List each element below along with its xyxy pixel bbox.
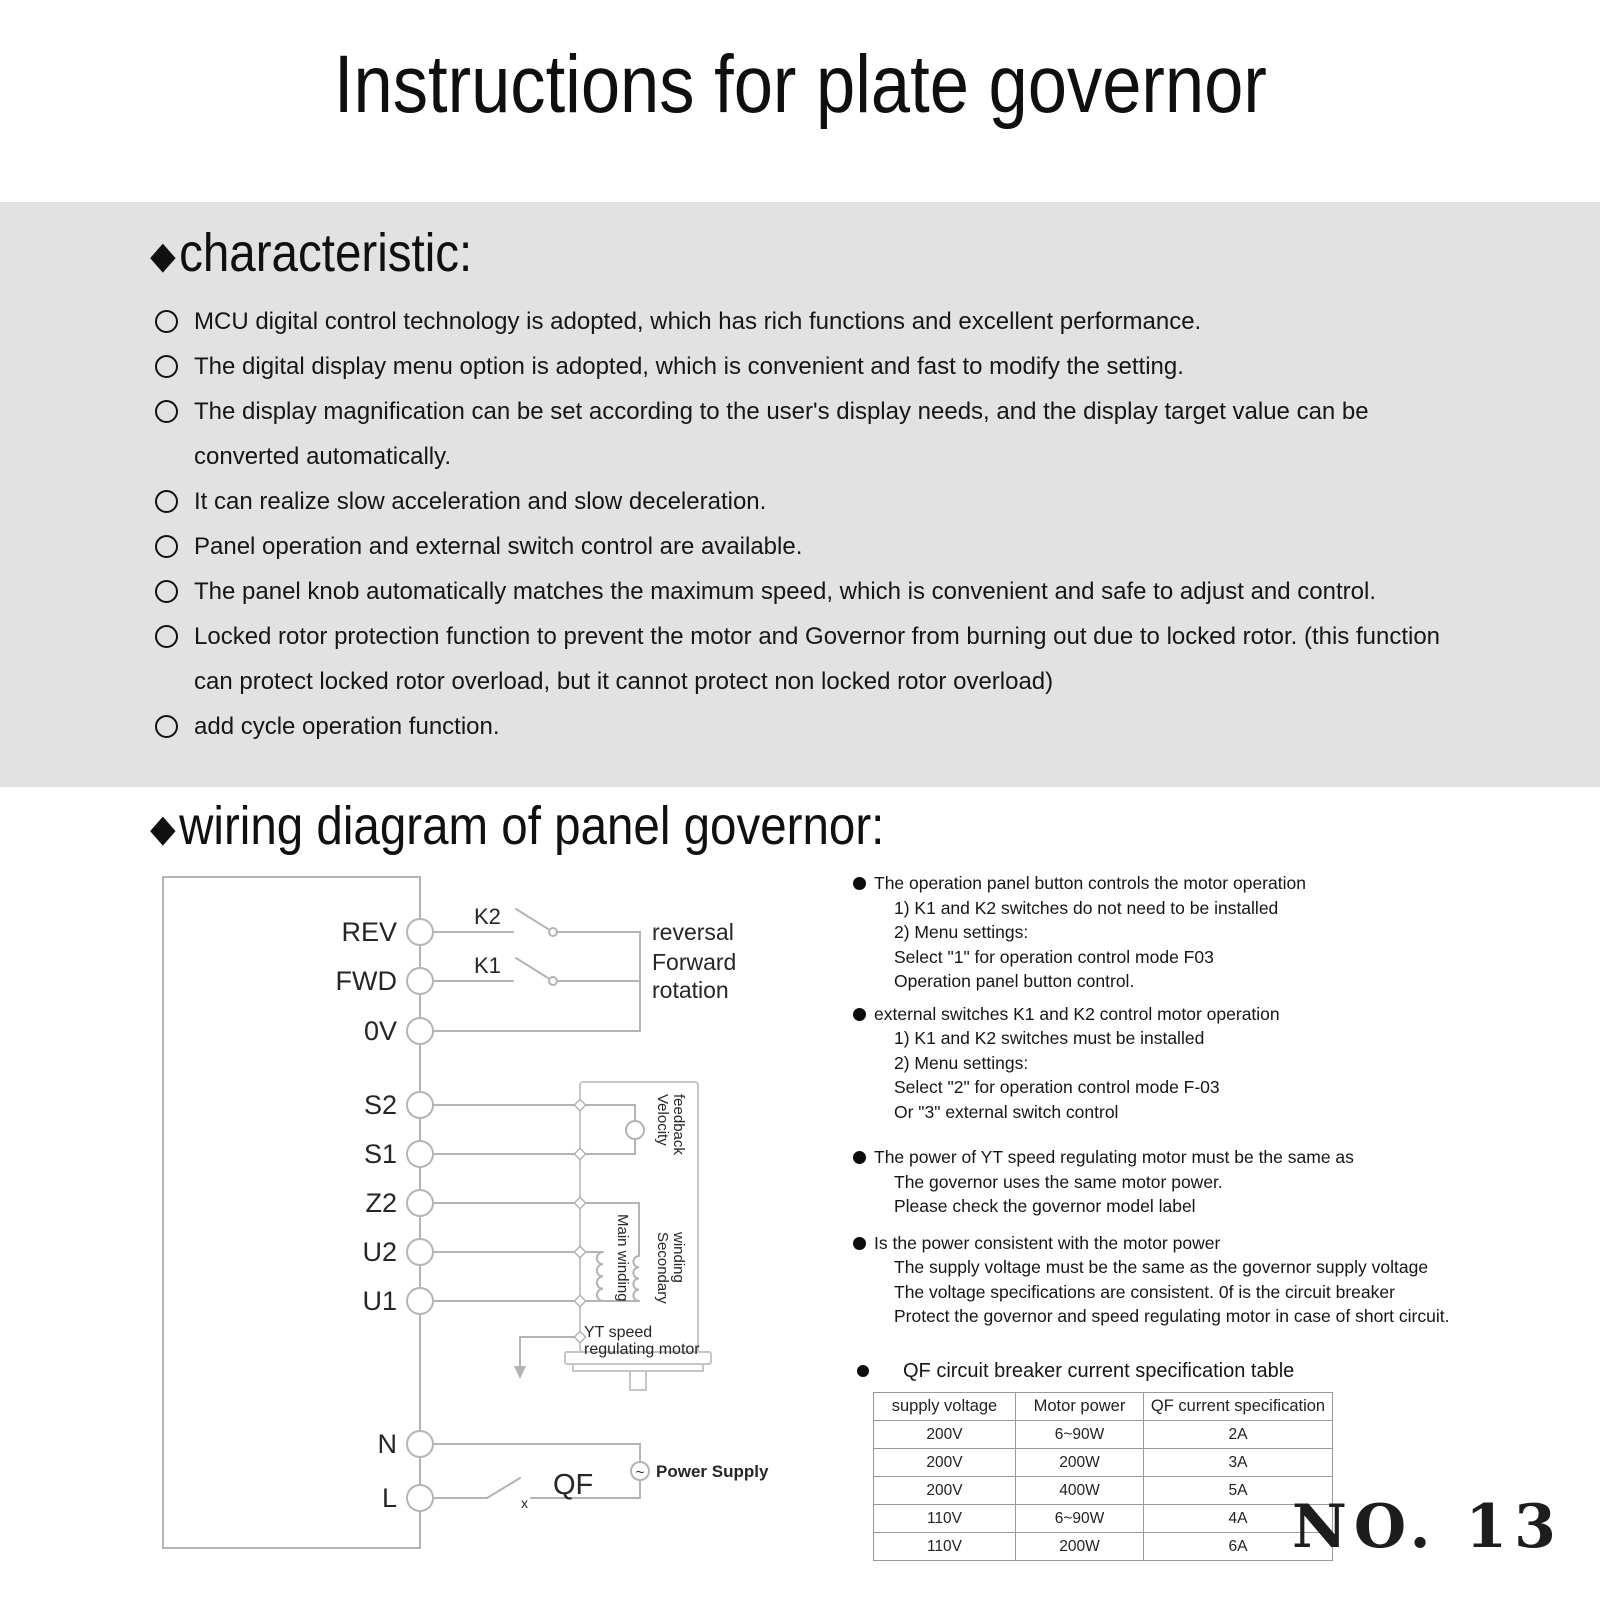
annotation-lead [853,1002,1481,1027]
annotation-lines [853,1026,1481,1124]
terminal-labels [336,917,397,1513]
terminal-label-u1: U1 [362,1286,397,1316]
power-tilde-icon: ~ [635,1464,645,1481]
wires [433,909,640,1498]
list-item-text: The panel knob automatically matches the maximum speed, which is convenient and safe to adjust and control. [194,578,1376,605]
page-title [0,38,1600,132]
cell-qf-current: 6A [1144,1533,1333,1561]
terminal-label-s1: S1 [363,1139,397,1169]
switch-label-k2: K2 [474,904,501,929]
table-row [874,1477,1333,1505]
terminal-n [407,1431,433,1457]
list-item-text: Locked rotor protection function to prevent the motor and Governor from burning out due to locked rotor. (this function can protect locked rotor overload, but it cannot protect non locked rotor overload) [194,623,1441,695]
cell-qf-current: 2A [1144,1421,1333,1449]
terminal-label-s2: S2 [363,1090,397,1120]
tachometer-icon [626,1121,644,1139]
label-reversal: reversal [652,919,734,945]
motor-base-plate2 [573,1364,703,1371]
node-s2 [574,1099,585,1110]
annotation-lead [853,1145,1481,1170]
list-item-text: MCU digital control technology is adopted, which has rich functions and excellent performance. [194,308,1202,335]
label-secondary-2: winding [670,1232,687,1283]
label-main-winding: Main winding [614,1214,631,1302]
characteristic-heading [150,222,516,284]
annotation-lead [853,871,1481,896]
annotation-line: Select "2" for operation control mode F-03 [894,1077,1220,1097]
annotation-line: The governor uses the same motor power. [894,1171,1223,1192]
circle-bullet-icon [155,625,178,648]
qf-spec-table [873,1392,1333,1561]
cell-qf-current: 5A [1144,1477,1333,1505]
cell-qf-current: 3A [1144,1449,1333,1477]
wiring-heading-text: wiring diagram of panel governor: [179,796,885,856]
wire-tach-bottom [584,1139,635,1154]
list-item [155,479,1475,524]
annotation-line: Please check the governor model label [894,1196,1196,1216]
secondary-winding-coil [633,1256,639,1301]
label-contact-x: x [521,1495,528,1511]
label-motor-1: YT speed [584,1324,653,1341]
motor-shaft [630,1371,646,1390]
diamond-icon: ◆ [150,234,176,277]
cell-supply-voltage: 200V [874,1477,1016,1505]
annotation-line: Operation panel button control. [894,971,1135,991]
annotation-lead-text: Is the power consistent with the motor power [874,1232,1221,1253]
table-header-row [874,1393,1333,1421]
label-forward-2: rotation [652,977,729,1003]
main-winding-coil [597,1252,603,1301]
annotation-line: Select "1" for operation control mode F03 [894,946,1214,967]
annotation-line: Protect the governor and speed regulating motor in case of short circuit. [894,1306,1450,1326]
terminal-z2 [407,1190,433,1216]
cell-motor-power: 200W [1016,1449,1144,1477]
bullet-icon [853,1151,866,1164]
table-row [874,1505,1333,1533]
terminal-u1 [407,1288,433,1314]
wiring-heading [150,795,985,857]
node-u1 [574,1295,585,1306]
list-item-text: The display magnification can be set according to the user's display needs, and the display target value can be converted automatically. [194,398,1369,470]
bullet-icon [857,1365,869,1377]
label-velocity-2: feedback [670,1094,687,1155]
terminal-l [407,1485,433,1511]
list-item [155,299,1475,344]
circle-bullet-icon [155,580,178,603]
list-item-text: It can realize slow acceleration and slow deceleration. [194,488,767,515]
cell-motor-power: 400W [1016,1477,1144,1505]
annotation-lead-text: The power of YT speed regulating motor must be the same as [874,1147,1354,1167]
annotation-lead-text: The operation panel button controls the motor operation [874,873,1306,893]
table-row [874,1533,1333,1561]
cell-supply-voltage: 110V [874,1533,1016,1561]
circle-bullet-icon [155,490,178,513]
cell-motor-power: 200W [1016,1533,1144,1561]
qf-table-caption [857,1360,1294,1383]
label-power-supply: Power Supply [656,1462,769,1481]
characteristic-heading-text: characteristic: [179,223,473,283]
list-item-text: add cycle operation function. [194,713,500,740]
annotation-line: The voltage specifications are consistent. 0f is the circuit breaker [894,1281,1395,1302]
cell-supply-voltage: 110V [874,1505,1016,1533]
annotation-lead [853,1231,1481,1256]
list-item [155,524,1475,569]
switch-k2-blade [516,909,548,929]
list-item [155,614,1475,704]
label-qf: QF [553,1469,594,1501]
annotation-line: Or "3" external switch control [894,1101,1119,1122]
list-item-text: The digital display menu option is adopted, which is convenient and fast to modify the setting. [194,353,1184,380]
cell-motor-power: 6~90W [1016,1421,1144,1449]
terminal-0v [407,1018,433,1044]
terminal-label-rev: REV [341,917,397,947]
cell-motor-power: 6~90W [1016,1505,1144,1533]
annotation-line: 1) K1 and K2 switches do not need to be installed [894,897,1279,918]
qf-table-caption-text: QF circuit breaker current specification table [903,1360,1295,1382]
arrow-down-icon [514,1366,526,1379]
terminal-u2 [407,1239,433,1265]
annotation-line: The supply voltage must be the same as the governor supply voltage [894,1257,1429,1277]
terminal-s1 [407,1141,433,1167]
wiring-diagram [150,860,870,1576]
annotation-lines [853,896,1481,994]
bullet-icon [853,1237,866,1250]
cell-qf-current: 4A [1144,1505,1333,1533]
terminal-label-n: N [377,1429,397,1459]
terminal-fwd [407,968,433,994]
contact-k1 [549,977,557,985]
annotation-line: 1) K1 and K2 switches must be installed [894,1028,1205,1048]
label-motor-2: regulating motor [584,1341,700,1358]
terminal-label-l: L [381,1483,397,1513]
terminal-label-z2: Z2 [365,1188,397,1218]
terminal-rev [407,919,433,945]
terminal-label-0v: 0V [363,1016,397,1046]
terminal-s2 [407,1092,433,1118]
switch-label-k1: K1 [474,953,501,978]
annotation-line: 2) Menu settings: [894,922,1029,942]
node-u2 [574,1246,585,1257]
list-item [155,344,1475,389]
list-item-text: Panel operation and external switch control are available. [194,533,803,560]
bullet-icon [853,877,866,890]
terminal-label-fwd: FWD [335,966,397,996]
cell-supply-voltage: 200V [874,1449,1016,1477]
diamond-icon: ◆ [150,807,176,850]
annotation-block [853,1002,1481,1125]
wire-n [433,1444,640,1462]
list-item [155,569,1475,614]
node-s1 [574,1148,585,1159]
characteristic-list [155,299,1475,749]
list-item [155,389,1475,479]
annotation-column [853,871,1481,1329]
circle-bullet-icon [155,400,178,423]
annotation-block [853,871,1481,994]
contact-k2 [549,928,557,936]
terminal-label-u2: U2 [362,1237,397,1267]
annotation-lines [853,1170,1481,1219]
cell-supply-voltage: 200V [874,1421,1016,1449]
wire-tach-top [584,1105,635,1121]
switch-k1-blade [516,958,548,978]
circle-bullet-icon [155,715,178,738]
label-secondary-1: Secondary [654,1232,671,1304]
table-row [874,1421,1333,1449]
switch-qf-blade [487,1478,520,1498]
circle-bullet-icon [155,310,178,333]
label-forward-1: Forward [652,949,737,975]
list-item [155,704,1475,749]
annotation-line: 2) Menu settings: [894,1052,1029,1073]
page-number-stamp: NO. 13 [1292,1492,1563,1562]
annotation-lines [853,1255,1481,1329]
node-z2 [574,1197,585,1208]
label-velocity-1: Velocity [654,1094,671,1146]
bullet-icon [853,1008,866,1021]
col-header-qf-current: QF current specification [1144,1393,1333,1421]
annotation-block [853,1145,1481,1219]
circle-bullet-icon [155,355,178,378]
circle-bullet-icon [155,535,178,558]
col-header-motor-power: Motor power [1016,1393,1144,1421]
annotation-block [853,1231,1481,1329]
col-header-supply-voltage: supply voltage [874,1393,1016,1421]
table-row [874,1449,1333,1477]
annotation-lead-text: external switches K1 and K2 control motor operation [874,1003,1280,1024]
page-title-text: Instructions for plate governor [333,39,1267,130]
